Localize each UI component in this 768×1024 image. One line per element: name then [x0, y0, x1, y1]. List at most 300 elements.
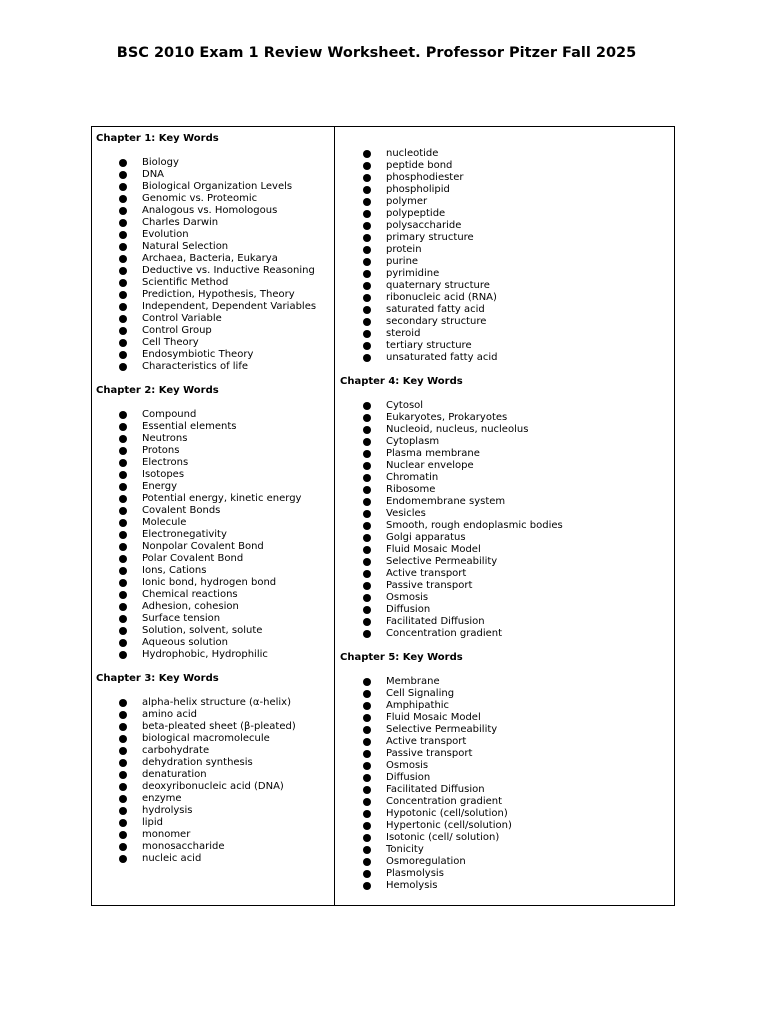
- bullet-icon: [363, 858, 371, 866]
- keyword-label: Vesicles: [386, 508, 426, 519]
- keyword-label: denaturation: [142, 769, 207, 780]
- keyword-label: dehydration synthesis: [142, 757, 253, 768]
- bullet-icon: [363, 414, 371, 422]
- bullet-icon: [119, 303, 127, 311]
- bullet-icon: [363, 498, 371, 506]
- bullet-icon: [363, 870, 371, 878]
- bullet-icon: [119, 219, 127, 227]
- bullet-icon: [119, 855, 127, 863]
- keywords-table: [91, 126, 675, 906]
- keyword-item: [340, 280, 674, 292]
- keyword-item: [340, 736, 674, 748]
- bullet-icon: [119, 591, 127, 599]
- bullet-icon: [363, 282, 371, 290]
- bullet-icon: [119, 747, 127, 755]
- chapter2-heading: Chapter 2: Key Words: [96, 385, 219, 396]
- chapter5-list: [340, 676, 674, 892]
- keyword-item: [340, 820, 674, 832]
- keyword-label: Amphipathic: [386, 700, 450, 711]
- bullet-icon: [363, 450, 371, 458]
- bullet-icon: [363, 330, 371, 338]
- keyword-item: [340, 220, 674, 232]
- bullet-icon: [363, 318, 371, 326]
- keyword-label: Electronegativity: [142, 529, 227, 540]
- keyword-label: Archaea, Bacteria, Eukarya: [142, 253, 278, 264]
- bullet-icon: [363, 270, 371, 278]
- keyword-item: [340, 340, 674, 352]
- keyword-label: Covalent Bonds: [142, 505, 221, 516]
- bullet-icon: [119, 699, 127, 707]
- keyword-label: Diffusion: [386, 772, 431, 783]
- keyword-label: Nucleoid, nucleus, nucleolus: [386, 424, 529, 435]
- bullet-icon: [363, 222, 371, 230]
- bullet-icon: [119, 171, 127, 179]
- bullet-icon: [363, 402, 371, 410]
- bullet-icon: [363, 690, 371, 698]
- bullet-icon: [363, 546, 371, 554]
- keyword-item: [96, 241, 334, 253]
- keyword-label: Nuclear envelope: [386, 460, 474, 471]
- keyword-item: [340, 628, 674, 640]
- keyword-item: [340, 832, 674, 844]
- keyword-item: [96, 841, 334, 853]
- keyword-label: polysaccharide: [386, 220, 462, 231]
- keyword-label: Active transport: [386, 736, 467, 747]
- bullet-icon: [119, 531, 127, 539]
- chapter4-heading: Chapter 4: Key Words: [340, 376, 463, 387]
- bullet-icon: [119, 255, 127, 263]
- bullet-icon: [363, 618, 371, 626]
- keyword-item: [96, 277, 334, 289]
- keyword-item: [96, 517, 334, 529]
- keyword-item: [96, 625, 334, 637]
- chapter2-list: [96, 409, 334, 661]
- keyword-item: [96, 733, 334, 745]
- keyword-label: phosphodiester: [386, 172, 464, 183]
- keyword-item: [340, 796, 674, 808]
- chapter5-heading: Chapter 5: Key Words: [340, 652, 463, 663]
- bullet-icon: [119, 495, 127, 503]
- keyword-label: Chemical reactions: [142, 589, 238, 600]
- bullet-icon: [119, 783, 127, 791]
- chapter4-list: [340, 400, 674, 640]
- keyword-label: Protons: [142, 445, 180, 456]
- bullet-icon: [119, 423, 127, 431]
- bullet-icon: [363, 558, 371, 566]
- keyword-label: Adhesion, cohesion: [142, 601, 239, 612]
- keyword-label: Natural Selection: [142, 241, 229, 252]
- keyword-label: Deductive vs. Inductive Reasoning: [142, 265, 315, 276]
- keyword-item: [340, 412, 674, 424]
- bullet-icon: [119, 603, 127, 611]
- keyword-item: [96, 637, 334, 649]
- keyword-label: Hydrophobic, Hydrophilic: [142, 649, 268, 660]
- keyword-label: Compound: [142, 409, 197, 420]
- keyword-item: [340, 160, 674, 172]
- keyword-label: hydrolysis: [142, 805, 193, 816]
- keyword-label: Active transport: [386, 568, 467, 579]
- keyword-item: [96, 349, 334, 361]
- bullet-icon: [363, 162, 371, 170]
- bullet-icon: [119, 207, 127, 215]
- keyword-label: enzyme: [142, 793, 182, 804]
- left-column: [92, 127, 335, 905]
- keyword-item: [96, 157, 334, 169]
- keyword-label: Chromatin: [386, 472, 439, 483]
- keyword-item: [340, 436, 674, 448]
- keyword-label: Evolution: [142, 229, 189, 240]
- keyword-label: Cell Theory: [142, 337, 199, 348]
- bullet-icon: [119, 555, 127, 563]
- keyword-label: Control Variable: [142, 313, 222, 324]
- keyword-item: [96, 217, 334, 229]
- keyword-label: Characteristics of life: [142, 361, 248, 372]
- bullet-icon: [363, 174, 371, 182]
- keyword-item: [340, 184, 674, 196]
- keyword-label: Prediction, Hypothesis, Theory: [142, 289, 295, 300]
- keyword-label: secondary structure: [386, 316, 487, 327]
- keyword-label: Solution, solvent, solute: [142, 625, 263, 636]
- bullet-icon: [119, 159, 127, 167]
- bullet-icon: [363, 822, 371, 830]
- keyword-label: Hypotonic (cell/solution): [386, 808, 508, 819]
- keyword-item: [340, 400, 674, 412]
- keyword-label: Hypertonic (cell/solution): [386, 820, 512, 831]
- keyword-item: [340, 172, 674, 184]
- keyword-item: [96, 805, 334, 817]
- bullet-icon: [119, 723, 127, 731]
- bullet-icon: [363, 834, 371, 842]
- bullet-icon: [363, 210, 371, 218]
- keyword-label: Selective Permeability: [386, 724, 498, 735]
- bullet-icon: [363, 678, 371, 686]
- keyword-item: [340, 556, 674, 568]
- keyword-item: [340, 328, 674, 340]
- keyword-label: DNA: [142, 169, 165, 180]
- keyword-label: alpha-helix structure (α-helix): [142, 697, 291, 708]
- bullet-icon: [119, 315, 127, 323]
- bullet-icon: [119, 459, 127, 467]
- bullet-icon: [363, 594, 371, 602]
- keyword-item: [96, 589, 334, 601]
- keyword-label: nucleic acid: [142, 853, 202, 864]
- keyword-label: Analogous vs. Homologous: [142, 205, 278, 216]
- bullet-icon: [363, 246, 371, 254]
- chapter3-heading: Chapter 3: Key Words: [96, 673, 219, 684]
- bullet-icon: [119, 447, 127, 455]
- keyword-item: [340, 520, 674, 532]
- keyword-item: [96, 853, 334, 865]
- keyword-item: [96, 541, 334, 553]
- bullet-icon: [119, 759, 127, 767]
- bullet-icon: [363, 726, 371, 734]
- keyword-label: Smooth, rough endoplasmic bodies: [386, 520, 563, 531]
- bullet-icon: [119, 183, 127, 191]
- keyword-label: Surface tension: [142, 613, 221, 624]
- bullet-icon: [363, 258, 371, 266]
- keyword-label: Cell Signaling: [386, 688, 455, 699]
- keyword-item: [96, 829, 334, 841]
- keyword-label: Control Group: [142, 325, 212, 336]
- keyword-label: Cytosol: [386, 400, 424, 411]
- bullet-icon: [363, 486, 371, 494]
- bullet-icon: [363, 186, 371, 194]
- keyword-item: [340, 352, 674, 364]
- keyword-item: [96, 817, 334, 829]
- keyword-label: Membrane: [386, 676, 440, 687]
- keyword-item: [96, 433, 334, 445]
- keyword-item: [96, 469, 334, 481]
- keyword-item: [96, 757, 334, 769]
- keyword-label: ribonucleic acid (RNA): [386, 292, 497, 303]
- keyword-item: [96, 565, 334, 577]
- bullet-icon: [119, 735, 127, 743]
- keyword-item: [96, 421, 334, 433]
- keyword-label: polypeptide: [386, 208, 446, 219]
- keyword-item: [340, 292, 674, 304]
- keyword-item: [96, 613, 334, 625]
- keyword-item: [96, 553, 334, 565]
- keyword-label: Eukaryotes, Prokaryotes: [386, 412, 508, 423]
- bullet-icon: [363, 534, 371, 542]
- keyword-label: Fluid Mosaic Model: [386, 712, 481, 723]
- keyword-item: [340, 616, 674, 628]
- keyword-label: Isotonic (cell/ solution): [386, 832, 500, 843]
- keyword-item: [96, 325, 334, 337]
- keyword-label: quaternary structure: [386, 280, 490, 291]
- bullet-icon: [119, 411, 127, 419]
- keyword-item: [340, 760, 674, 772]
- keyword-label: Tonicity: [386, 844, 424, 855]
- keyword-label: peptide bond: [386, 160, 453, 171]
- bullet-icon: [119, 795, 127, 803]
- keyword-item: [340, 604, 674, 616]
- keyword-label: lipid: [142, 817, 164, 828]
- bullet-icon: [363, 474, 371, 482]
- bullet-icon: [363, 306, 371, 314]
- bullet-icon: [119, 579, 127, 587]
- keyword-label: Hemolysis: [386, 880, 438, 891]
- bullet-icon: [119, 819, 127, 827]
- keyword-label: Fluid Mosaic Model: [386, 544, 481, 555]
- keyword-label: protein: [386, 244, 422, 255]
- bullet-icon: [363, 462, 371, 470]
- bullet-icon: [119, 231, 127, 239]
- keyword-label: Endomembrane system: [386, 496, 506, 507]
- bullet-icon: [119, 351, 127, 359]
- keyword-label: Potential energy, kinetic energy: [142, 493, 302, 504]
- keyword-label: Facilitated Diffusion: [386, 616, 485, 627]
- keyword-item: [340, 148, 674, 160]
- chapter3-list: [96, 697, 334, 865]
- keyword-label: Ionic bond, hydrogen bond: [142, 577, 277, 588]
- keyword-item: [96, 457, 334, 469]
- bullet-icon: [119, 327, 127, 335]
- keyword-label: Concentration gradient: [386, 796, 503, 807]
- keyword-item: [96, 445, 334, 457]
- keyword-item: [96, 289, 334, 301]
- keyword-label: monosaccharide: [142, 841, 225, 852]
- keyword-label: pyrimidine: [386, 268, 440, 279]
- keyword-item: [340, 688, 674, 700]
- bullet-icon: [363, 522, 371, 530]
- keyword-item: [340, 784, 674, 796]
- keyword-item: [340, 508, 674, 520]
- keyword-item: [96, 481, 334, 493]
- keyword-label: Essential elements: [142, 421, 237, 432]
- keyword-item: [340, 496, 674, 508]
- bullet-icon: [363, 882, 371, 890]
- keyword-item: [340, 208, 674, 220]
- bullet-icon: [363, 198, 371, 206]
- chapter3-continued-list: [340, 148, 674, 364]
- keyword-item: [96, 265, 334, 277]
- bullet-icon: [363, 810, 371, 818]
- bullet-icon: [119, 471, 127, 479]
- bullet-icon: [119, 267, 127, 275]
- keyword-item: [340, 448, 674, 460]
- keyword-item: [96, 793, 334, 805]
- keyword-label: primary structure: [386, 232, 474, 243]
- keyword-label: saturated fatty acid: [386, 304, 485, 315]
- keyword-item: [96, 493, 334, 505]
- keyword-label: Energy: [142, 481, 178, 492]
- keyword-label: Concentration gradient: [386, 628, 503, 639]
- bullet-icon: [363, 150, 371, 158]
- bullet-icon: [363, 354, 371, 362]
- keyword-item: [96, 337, 334, 349]
- keyword-item: [96, 577, 334, 589]
- keyword-label: unsaturated fatty acid: [386, 352, 498, 363]
- bullet-icon: [119, 435, 127, 443]
- keyword-label: Plasma membrane: [386, 448, 480, 459]
- keyword-item: [340, 868, 674, 880]
- keyword-item: [340, 592, 674, 604]
- keyword-item: [340, 304, 674, 316]
- keyword-item: [96, 229, 334, 241]
- keyword-label: Ions, Cations: [142, 565, 207, 576]
- keyword-item: [96, 781, 334, 793]
- bullet-icon: [363, 342, 371, 350]
- chapter1-heading: Chapter 1: Key Words: [96, 133, 219, 144]
- bullet-icon: [119, 843, 127, 851]
- keyword-item: [96, 709, 334, 721]
- bullet-icon: [363, 294, 371, 302]
- bullet-icon: [119, 543, 127, 551]
- keyword-label: Aqueous solution: [142, 637, 228, 648]
- keyword-item: [340, 712, 674, 724]
- keyword-label: beta-pleated sheet (β-pleated): [142, 721, 296, 732]
- bullet-icon: [119, 279, 127, 287]
- keyword-label: steroid: [386, 328, 421, 339]
- keyword-item: [96, 697, 334, 709]
- keyword-item: [96, 301, 334, 313]
- bullet-icon: [119, 519, 127, 527]
- keyword-item: [340, 484, 674, 496]
- keyword-item: [96, 361, 334, 373]
- bullet-icon: [363, 774, 371, 782]
- keyword-label: Biological Organization Levels: [142, 181, 293, 192]
- keyword-label: Scientific Method: [142, 277, 229, 288]
- bullet-icon: [119, 195, 127, 203]
- keyword-item: [96, 745, 334, 757]
- keyword-label: Nonpolar Covalent Bond: [142, 541, 264, 552]
- bullet-icon: [363, 582, 371, 590]
- bullet-icon: [363, 570, 371, 578]
- keyword-item: [96, 409, 334, 421]
- keyword-item: [340, 532, 674, 544]
- keyword-item: [96, 253, 334, 265]
- keyword-label: Facilitated Diffusion: [386, 784, 485, 795]
- keyword-label: Golgi apparatus: [386, 532, 466, 543]
- keyword-label: Polar Covalent Bond: [142, 553, 244, 564]
- keyword-item: [340, 232, 674, 244]
- keyword-label: amino acid: [142, 709, 198, 720]
- bullet-icon: [119, 639, 127, 647]
- keyword-item: [96, 169, 334, 181]
- keyword-item: [340, 880, 674, 892]
- keyword-label: purine: [386, 256, 419, 267]
- keyword-label: Ribosome: [386, 484, 436, 495]
- keyword-item: [340, 472, 674, 484]
- keyword-label: Genomic vs. Proteomic: [142, 193, 258, 204]
- keyword-label: Neutrons: [142, 433, 188, 444]
- bullet-icon: [363, 846, 371, 854]
- keyword-item: [340, 748, 674, 760]
- keyword-item: [340, 196, 674, 208]
- bullet-icon: [363, 750, 371, 758]
- bullet-icon: [363, 606, 371, 614]
- keyword-item: [340, 316, 674, 328]
- keyword-item: [96, 205, 334, 217]
- bullet-icon: [119, 567, 127, 575]
- keyword-item: [340, 676, 674, 688]
- keyword-label: carbohydrate: [142, 745, 210, 756]
- bullet-icon: [119, 807, 127, 815]
- keyword-label: Isotopes: [142, 469, 185, 480]
- bullet-icon: [363, 738, 371, 746]
- keyword-label: Molecule: [142, 517, 187, 528]
- keyword-label: Endosymbiotic Theory: [142, 349, 254, 360]
- keyword-item: [340, 268, 674, 280]
- bullet-icon: [119, 615, 127, 623]
- bullet-icon: [363, 786, 371, 794]
- keyword-item: [96, 721, 334, 733]
- keyword-label: polymer: [386, 196, 428, 207]
- keyword-label: biological macromolecule: [142, 733, 270, 744]
- keyword-item: [340, 544, 674, 556]
- keyword-label: Passive transport: [386, 580, 473, 591]
- keyword-item: [340, 244, 674, 256]
- bullet-icon: [363, 438, 371, 446]
- keyword-label: Plasmolysis: [386, 868, 444, 879]
- page-title: BSC 2010 Exam 1 Review Worksheet. Professor Pitzer Fall 2025: [116, 45, 637, 61]
- keyword-label: Cytoplasm: [386, 436, 440, 447]
- bullet-icon: [119, 243, 127, 251]
- bullet-icon: [119, 711, 127, 719]
- keyword-item: [96, 505, 334, 517]
- bullet-icon: [119, 627, 127, 635]
- bullet-icon: [363, 702, 371, 710]
- bullet-icon: [363, 798, 371, 806]
- bullet-icon: [119, 339, 127, 347]
- keyword-item: [340, 724, 674, 736]
- keyword-item: [96, 313, 334, 325]
- keyword-item: [96, 181, 334, 193]
- right-column: [335, 127, 674, 905]
- keyword-item: [340, 844, 674, 856]
- keyword-item: [96, 193, 334, 205]
